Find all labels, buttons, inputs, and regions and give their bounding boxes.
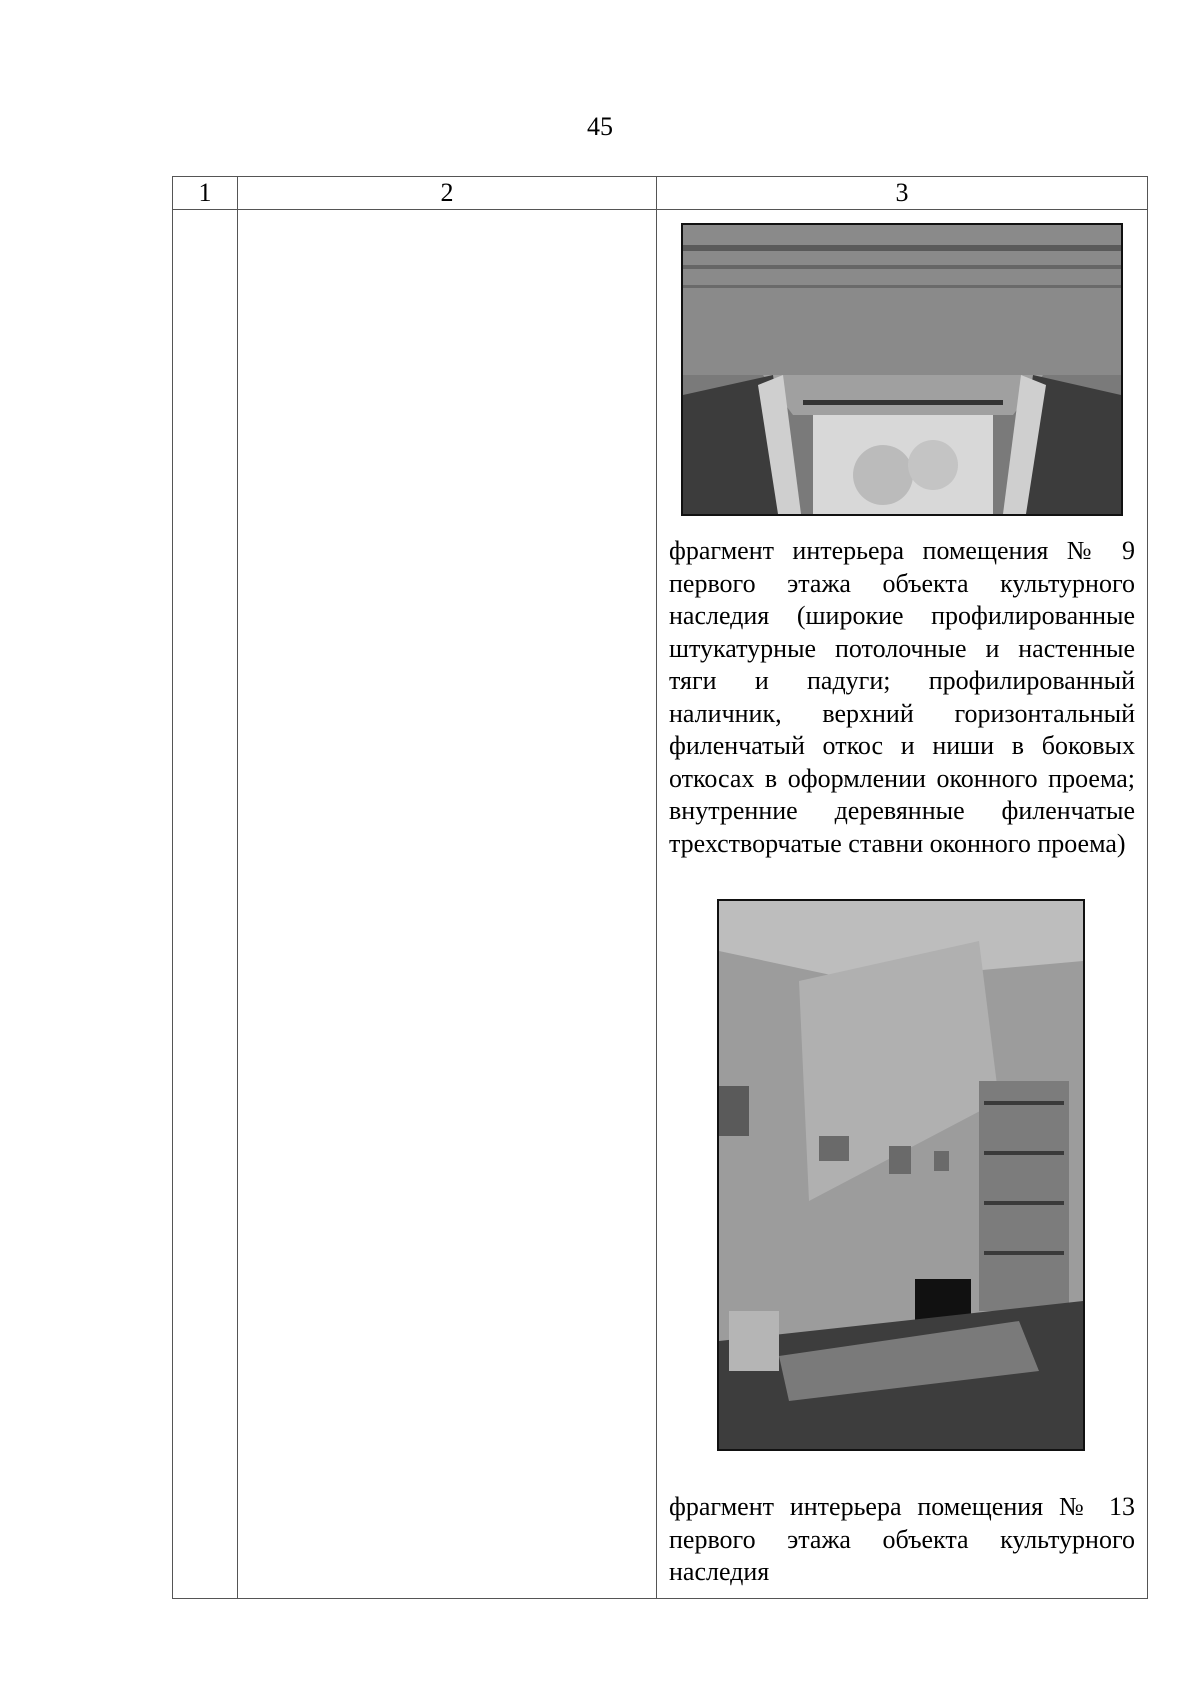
table-header-row [173,177,1148,210]
document-table [172,176,1148,1599]
photo-caption-1: фрагмент интерьера помещения № 9 первого этажа объекта культурного наследия (широкие профилированные штукатурные потолочные и настенные тяги и падуги; профилированный наличник, верхний горизонтальный филенчатый откос и ниши в боковых откосах в оформлении оконного проема; внутренние деревянные филенчатые трехстворчатые ставни оконного проема) [669,536,1135,858]
cell-col-1 [173,210,238,1599]
page-number: 45 [587,112,613,141]
header-col-1: 1 [173,177,238,210]
room-interior-photo [717,899,1085,1451]
cell-col-2 [238,210,657,1599]
header-col-3: 3 [657,177,1148,210]
photo-caption-2: фрагмент интерьера помещения № 13 первого этажа объекта культурного наследия [669,1492,1135,1586]
header-col-2: 2 [238,177,657,210]
table-row [173,210,1148,1599]
cell-col-3 [657,210,1148,1599]
window-opening-photo [681,223,1123,516]
